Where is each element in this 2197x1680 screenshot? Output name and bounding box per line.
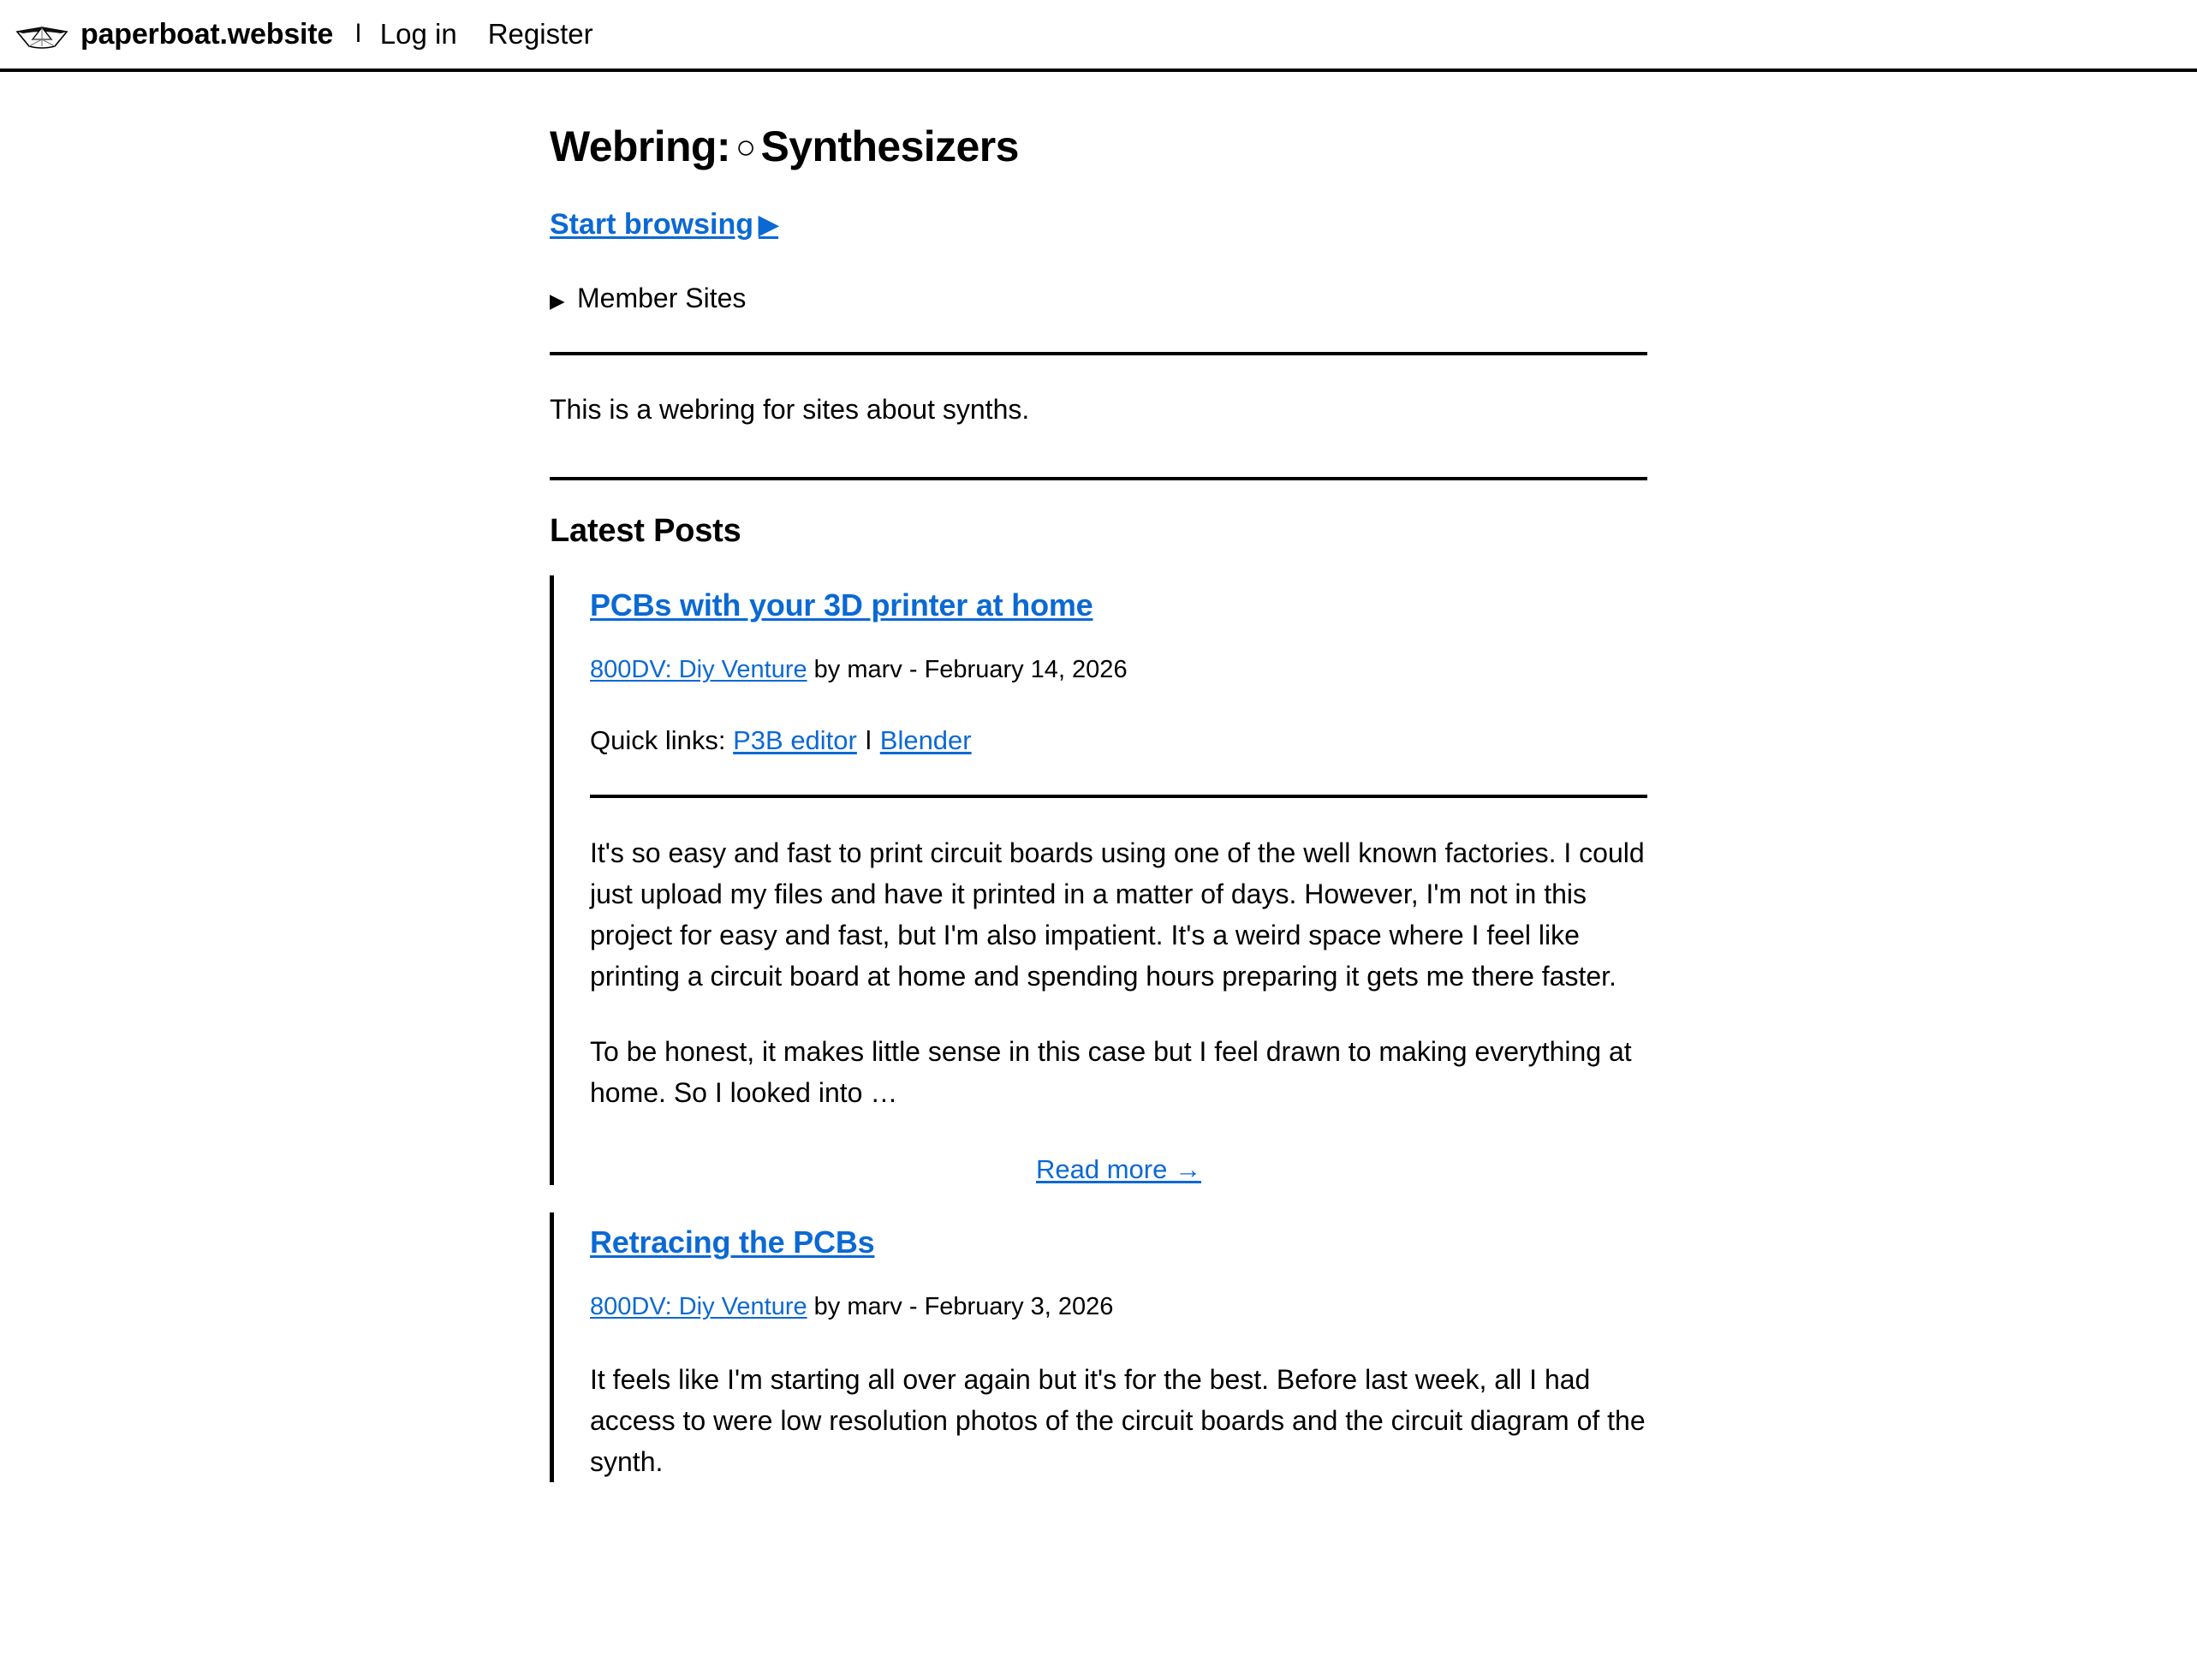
ring-circle-icon: ○ [735, 128, 756, 166]
page-title-name: Synthesizers [760, 122, 1019, 170]
top-navigation-bar [0, 0, 2197, 72]
post-byline [590, 1290, 1647, 1325]
post-title-link[interactable]: PCBs with your 3D printer at home [590, 587, 1093, 623]
member-sites-summary[interactable] [550, 279, 1647, 337]
brand-name: paperboat.website [80, 17, 334, 51]
post-paragraph: It's so easy and fast to print circuit boards using one of the well known factories. I could just upload my files and have it printed in a matter of days. However, I'm not in this project for easy and fast, but I'm also impatient. It's a weird space where I feel like printing a circuit board at home and spending hours preparing it gets me there faster. [590, 837, 1645, 992]
member-sites-label: Member Sites [577, 283, 747, 313]
post-card [550, 1212, 1647, 1482]
quick-link-p3b-editor[interactable]: P3B editor [733, 724, 857, 755]
page-title [550, 122, 1647, 172]
brand-home-link[interactable] [15, 17, 333, 51]
post-site-link[interactable]: 800DV: Diy Venture [590, 656, 807, 684]
post-author-date: by marv - February 14, 2026 [807, 656, 1128, 684]
play-triangle-icon: ▶ [759, 211, 779, 239]
start-browsing-label: Start browsing [550, 208, 754, 241]
post-author-date: by marv - February 3, 2026 [807, 1293, 1114, 1321]
post-paragraph: To be honest, it makes little sense in this case but I feel drawn to making everything at home. So I looked into … [590, 1036, 1632, 1109]
latest-posts-heading: Latest Posts [550, 513, 741, 550]
post-excerpt [590, 832, 1647, 1113]
post-site-link[interactable]: 800DV: Diy Venture [590, 1293, 807, 1321]
quick-links-label: Quick links: [590, 724, 726, 755]
post-excerpt [590, 1359, 1647, 1482]
paper-boat-icon [15, 17, 68, 51]
post-quick-links [590, 722, 1647, 759]
quick-link-blender[interactable]: Blender [879, 724, 972, 755]
divider-above-latest-posts [550, 477, 1647, 480]
post-title-link[interactable]: Retracing the PCBs [590, 1224, 875, 1260]
page-title-prefix: Webring: [550, 122, 730, 170]
divider-under-member-sites [550, 352, 1647, 355]
webring-description: This is a webring for sites about synths. [550, 394, 1030, 425]
post-paragraph: It feels like I'm starting all over again but it's for the best. Before last week, all I had access to were low resolution photos of the circuit boards and the circuit diagram of the synth. [590, 1363, 1646, 1477]
page-content-column [550, 72, 1647, 1482]
post-divider [590, 795, 1647, 798]
nav-login-link[interactable]: Log in [379, 18, 457, 50]
read-more-link[interactable]: Read more → [1036, 1154, 1201, 1185]
read-more-container [590, 1154, 1647, 1185]
post-byline [590, 652, 1647, 688]
chevron-right-icon: ▶ [550, 289, 565, 312]
nav-register-link[interactable]: Register [487, 18, 593, 50]
start-browsing-link[interactable] [550, 208, 778, 241]
quick-links-separator: l [865, 724, 872, 755]
post-card [550, 575, 1647, 1185]
nav-separator: l [355, 20, 361, 48]
member-sites-disclosure[interactable] [550, 279, 1647, 337]
